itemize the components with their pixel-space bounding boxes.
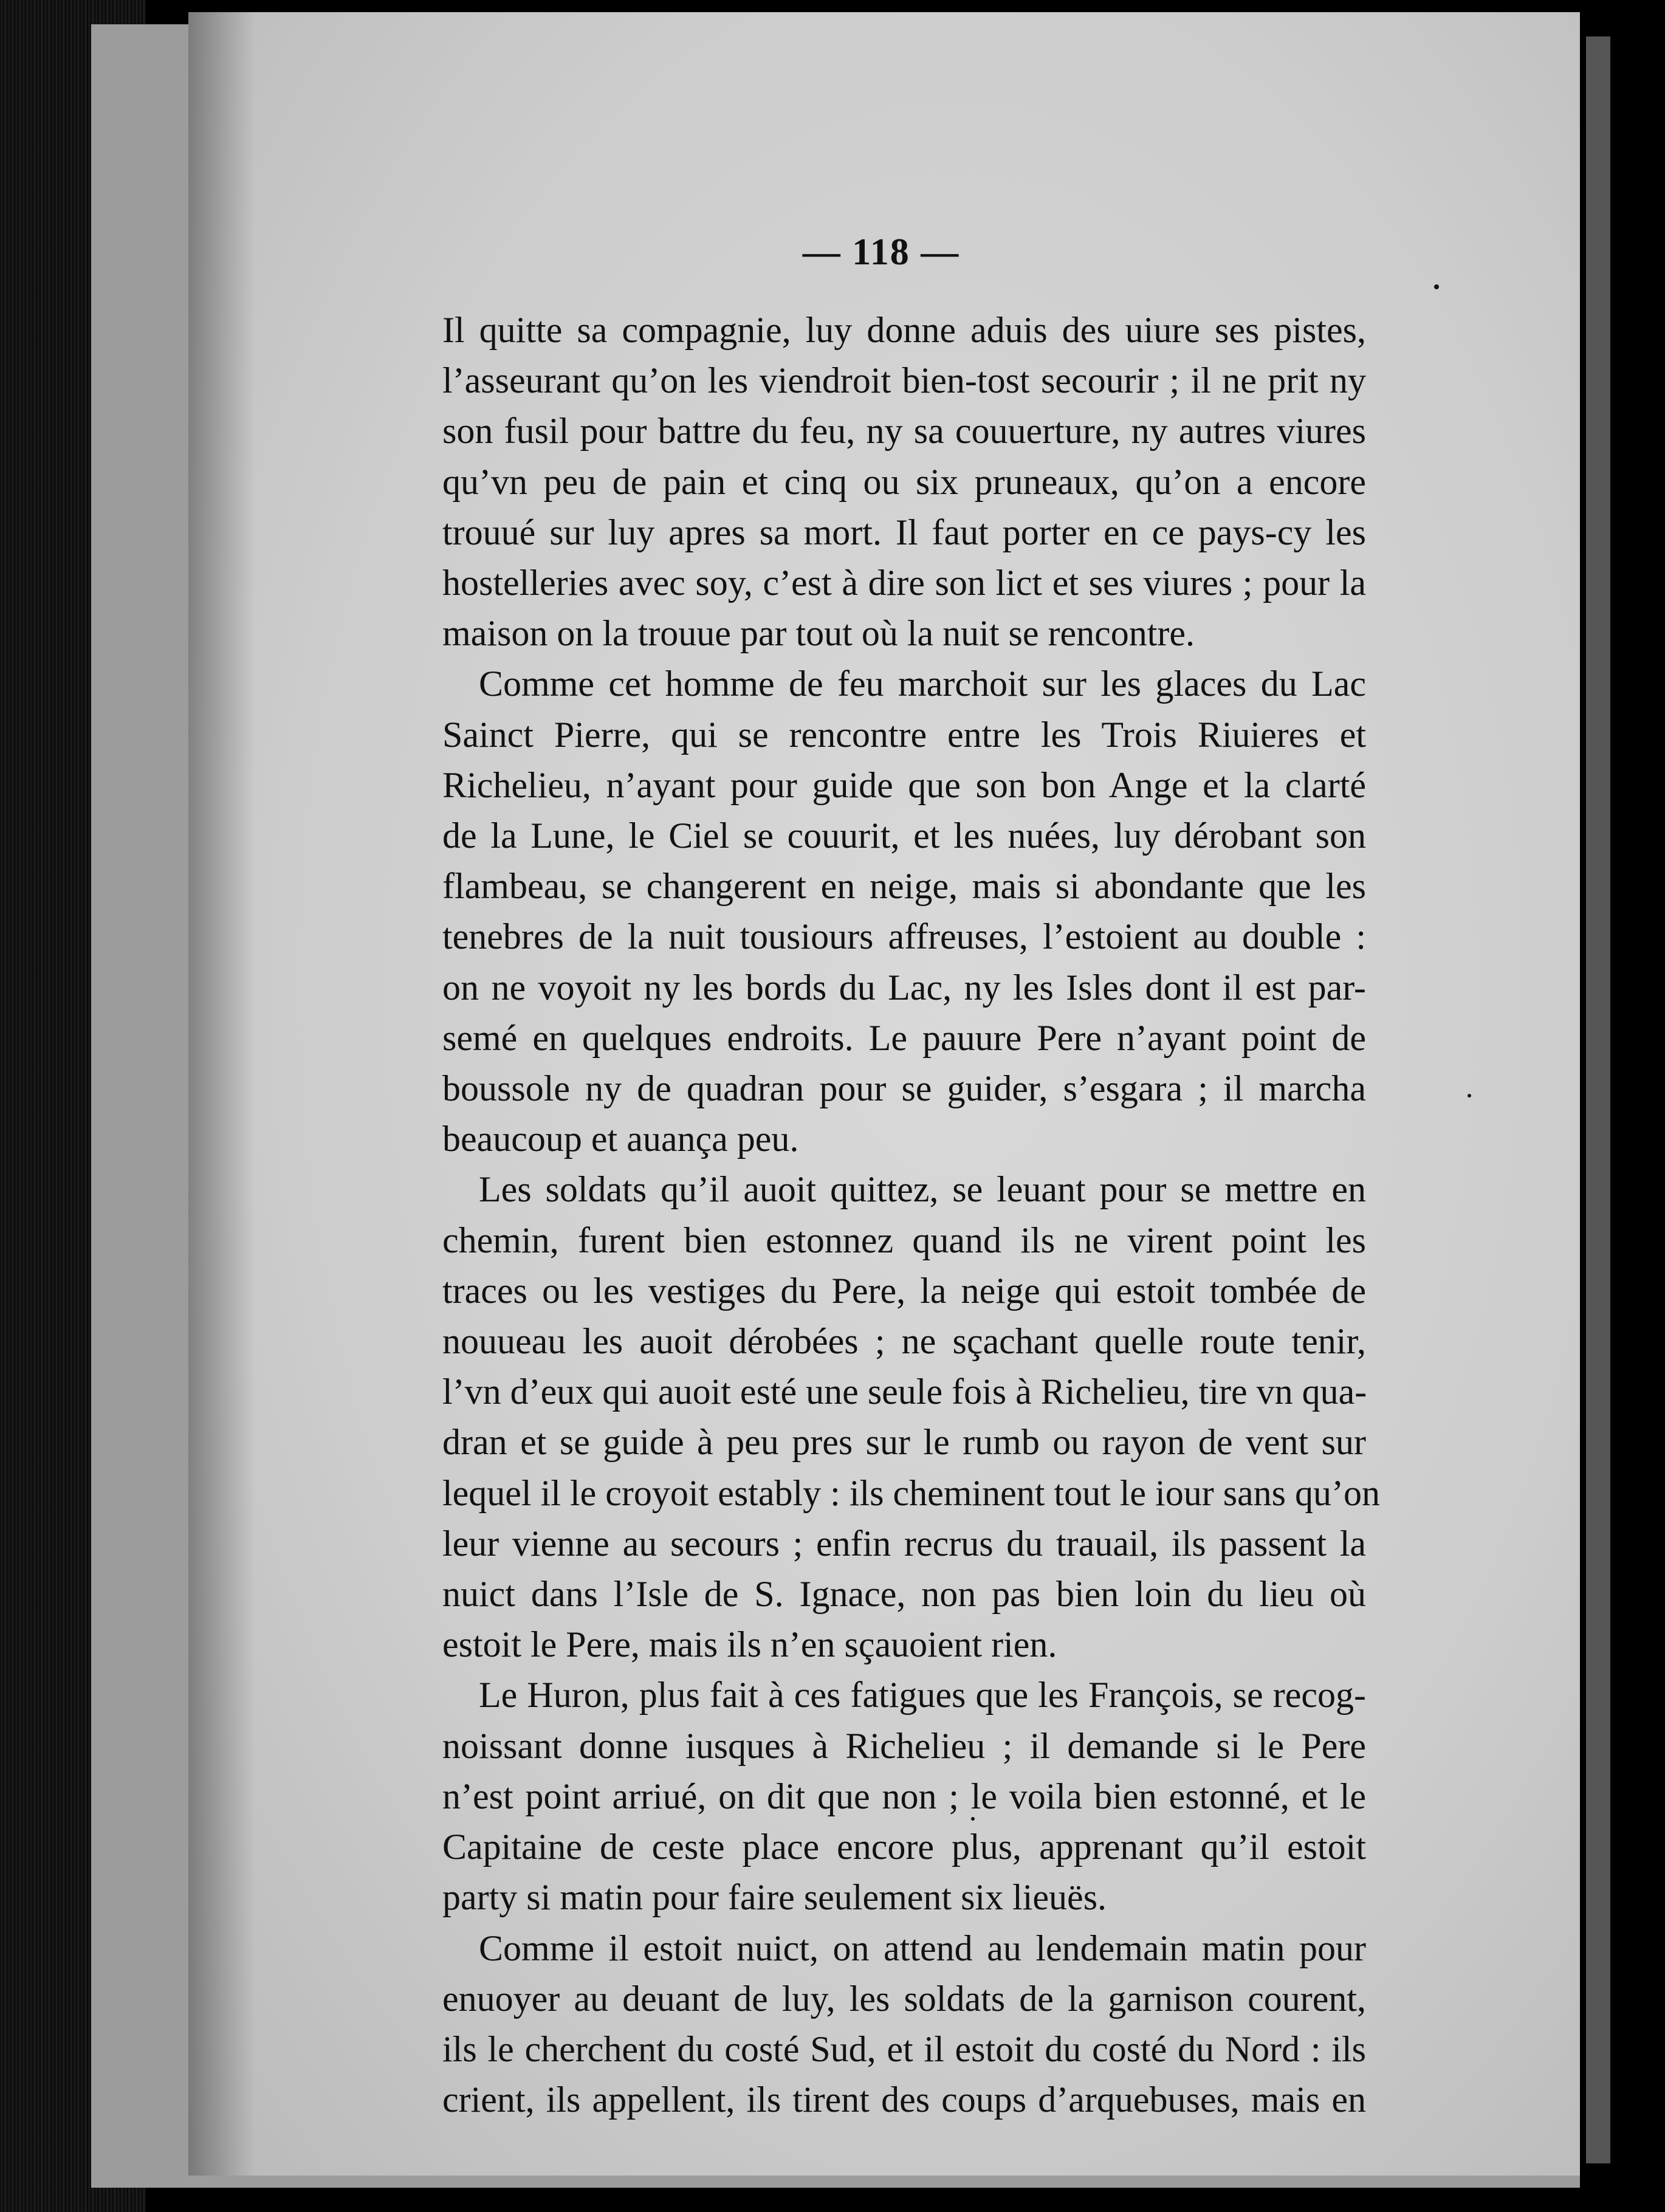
text-line: traces ou les vestiges du Pere, la neige qui estoit tombée de bbox=[442, 1270, 1366, 1311]
paragraph bbox=[442, 1164, 1381, 1670]
text-line: l’asseurant qu’on les viendroit bien-tost secourir ; il ne prit ny bbox=[442, 360, 1366, 401]
text-line: ils le cherchent du costé Sud, et il estoit du costé du Nord : ils bbox=[442, 2028, 1366, 2069]
text-line: nuict dans l’Isle de S. Ignace, non pas bien loin du lieu où bbox=[442, 1574, 1366, 1615]
text-line: Il quitte sa compagnie, luy donne aduis des uiure ses pistes, bbox=[442, 310, 1366, 350]
right-page-edge bbox=[1586, 36, 1610, 2163]
text-line: noissant donne iusques à Richelieu ; il demande si le Pere bbox=[442, 1725, 1366, 1766]
text-line: tenebres de la nuit tousiours affreuses, l’estoient au double : bbox=[442, 916, 1366, 957]
text-line: n’est point arriué, on dit que non ; le voila bien estonné, et le bbox=[442, 1776, 1366, 1816]
text-line: Sainct Pierre, qui se rencontre entre les Trois Riuieres et bbox=[442, 714, 1366, 755]
text-line: Capitaine de ceste place encore plus, apprenant qu’il estoit bbox=[442, 1827, 1366, 1867]
text-line: chemin, furent bien estonnez quand ils ne virent point les bbox=[442, 1220, 1366, 1260]
text-line: de la Lune, le Ciel se couurit, et les nuées, luy dérobant son bbox=[442, 816, 1366, 856]
text-line: flambeau, se changerent en neige, mais si abondante que les bbox=[442, 866, 1366, 907]
ink-spot bbox=[971, 1817, 975, 1821]
gutter-shadow bbox=[188, 12, 255, 2176]
page-number: — 118 — bbox=[802, 232, 960, 273]
text-line: party si matin pour faire seulement six lieuës. bbox=[442, 1877, 1107, 1918]
text-line: leur vienne au secours ; enfin recrus du trauail, ils passent la bbox=[442, 1523, 1366, 1564]
text-line: son fusil pour battre du feu, ny sa couuerture, ny autres viures bbox=[442, 411, 1366, 452]
text-line: Comme il estoit nuict, on attend au lendemain matin pour bbox=[479, 1928, 1366, 1968]
text-line: Le Huron, plus fait à ces fatigues que les François, se recog- bbox=[479, 1675, 1366, 1716]
text-line: beaucoup et auança peu. bbox=[442, 1119, 799, 1159]
text-line: lequel il le croyoit estably : ils cheminent tout le iour sans qu’on bbox=[442, 1472, 1381, 1513]
ink-spot bbox=[1468, 1094, 1471, 1097]
text-line: semé en quelques endroits. Le pauure Pere n’ayant point de bbox=[442, 1017, 1366, 1058]
text-line: Comme cet homme de feu marchoit sur les glaces du Lac bbox=[479, 664, 1366, 704]
text-line: maison on la trouue par tout où la nuit se rencontre. bbox=[442, 613, 1195, 654]
paragraph bbox=[442, 1923, 1366, 2126]
body-text bbox=[442, 305, 1381, 2125]
text-line: Richelieu, n’ayant pour guide que son bon Ange et la clarté bbox=[442, 764, 1366, 805]
text-line: Les soldats qu’il auoit quittez, se leuant pour se mettre en bbox=[479, 1169, 1366, 1210]
paragraph bbox=[442, 659, 1366, 1164]
text-line: on ne voyoit ny les bords du Lac, ny les Isles dont il est par- bbox=[442, 967, 1366, 1008]
text-line: boussole ny de quadran pour se guider, s’esgara ; il marcha bbox=[442, 1068, 1366, 1109]
text-line: trouué sur luy apres sa mort. Il faut porter en ce pays-cy les bbox=[442, 512, 1366, 552]
text-line: crient, ils appellent, ils tirent des coups d’arquebuses, mais en bbox=[442, 2080, 1366, 2120]
text-line: estoit le Pere, mais ils n’en sçauoient rien. bbox=[442, 1624, 1057, 1665]
text-line: l’vn d’eux qui auoit esté une seule fois à Richelieu, tire vn qua- bbox=[442, 1372, 1367, 1412]
text-line: dran et se guide à peu pres sur le rumb ou rayon de vent sur bbox=[442, 1422, 1366, 1463]
text-line: hostelleries avec soy, c’est à dire son lict et ses viures ; pour la bbox=[442, 563, 1366, 603]
ink-spot bbox=[1434, 284, 1439, 289]
paragraph bbox=[442, 1670, 1366, 1923]
paragraph bbox=[442, 305, 1366, 659]
text-line: enuoyer au deuant de luy, les soldats de la garnison courent, bbox=[442, 1978, 1366, 2019]
text-line: nouueau les auoit dérobées ; ne sçachant quelle route tenir, bbox=[442, 1321, 1366, 1362]
text-line: qu’vn peu de pain et cinq ou six pruneaux, qu’on a encore bbox=[442, 461, 1366, 502]
